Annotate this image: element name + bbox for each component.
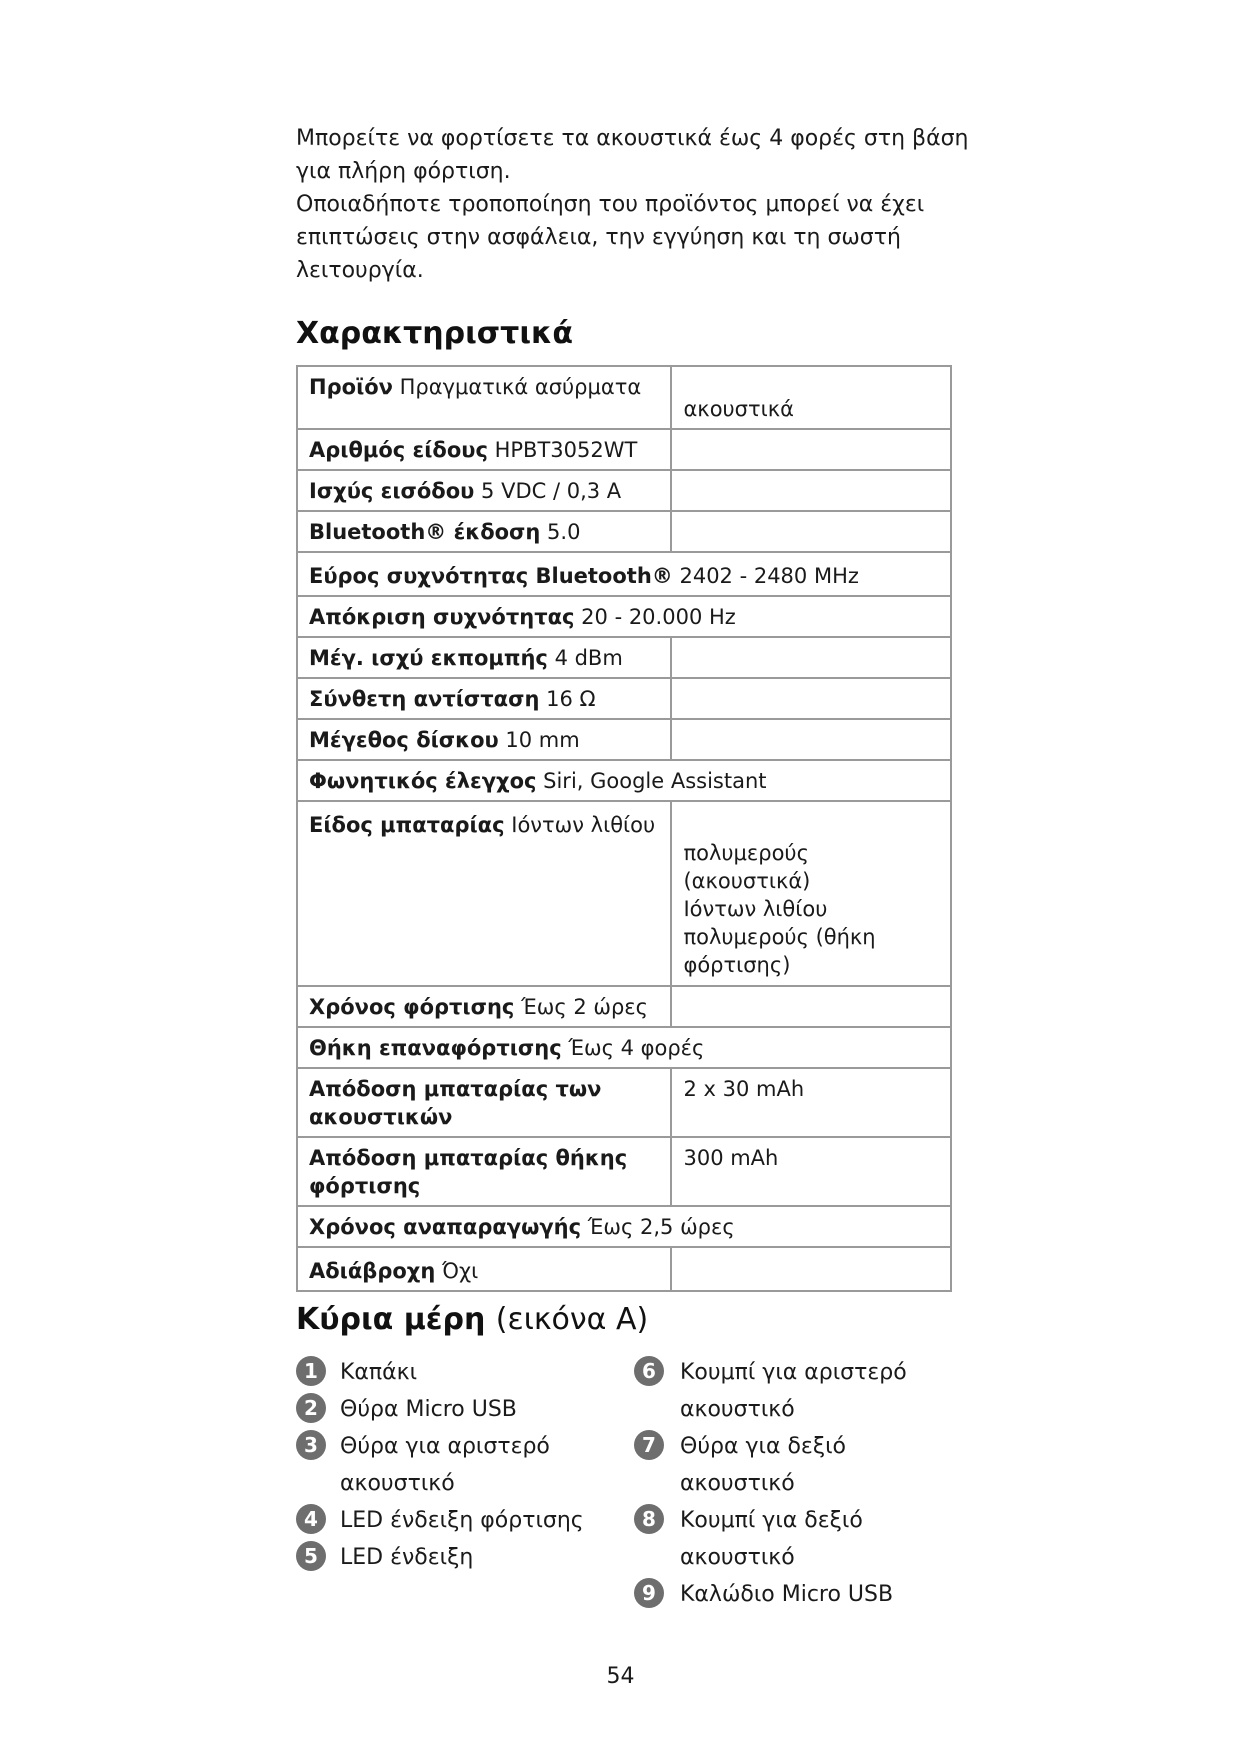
spec-label: Ισχύς εισόδου (309, 479, 475, 503)
parts-list-right (634, 1354, 964, 1613)
spec-value: Siri, Google Assistant (543, 769, 767, 793)
spec-label: Θήκη επαναφόρτισης (309, 1036, 562, 1060)
spec-label: Αριθμός είδους (309, 438, 488, 462)
spec-value: Έως 2,5 ώρες (587, 1215, 735, 1239)
main-parts-heading (296, 1302, 648, 1337)
spec-value-continued: πολυμερούς (θήκη (683, 925, 876, 949)
parts-list-left (296, 1354, 626, 1576)
part-label-continued: ακουστικό (680, 1545, 795, 1570)
part-number-badge: 4 (296, 1504, 326, 1534)
spec-row-bluetooth-version (297, 511, 951, 552)
spec-value: 10 mm (505, 728, 580, 752)
spec-value-continued: Ιόντων λιθίου (683, 897, 828, 921)
intro-text (296, 122, 976, 287)
spec-label: Απόκριση συχνότητας (309, 605, 575, 629)
spec-label: Σύνθετη αντίσταση (309, 687, 540, 711)
intro-paragraph-modification: Οποιαδήποτε τροποποίηση του προϊόντος μπορεί να έχει επιπτώσεις στην ασφάλεια, την εγγύηση και τη σωστή λειτουργία. (296, 192, 925, 283)
part-number-badge: 6 (634, 1356, 664, 1386)
spec-row-voice-control (297, 760, 951, 801)
part-label: Κουμπί για δεξιό (680, 1508, 863, 1533)
spec-row-bluetooth-range (297, 552, 951, 596)
spec-value: Ιόντων λιθίου (511, 813, 656, 837)
main-parts-heading-bold: Κύρια μέρη (296, 1302, 486, 1337)
specifications-heading: Χαρακτηριστικά (296, 316, 573, 351)
spec-value: 2402 - 2480 MHz (679, 564, 859, 588)
spec-label: Μέγεθος δίσκου (309, 728, 499, 752)
spec-row-product (297, 366, 951, 429)
spec-label: Είδος μπαταρίας (309, 813, 505, 837)
spec-value: 5 VDC / 0,3 A (481, 479, 622, 503)
spec-value: 4 dBm (554, 646, 623, 670)
part-item (634, 1502, 964, 1576)
spec-value: 5.0 (547, 520, 581, 544)
spec-row-driver-size (297, 719, 951, 760)
spec-value: 2 x 30 mAh (683, 1077, 805, 1101)
part-label-continued: ακουστικό (680, 1471, 795, 1496)
part-label: Κουμπί για αριστερό (680, 1360, 907, 1385)
spec-value-continued: φόρτισης) (683, 953, 791, 977)
part-label: Θύρα Micro USB (340, 1397, 517, 1422)
part-item (296, 1354, 626, 1391)
spec-row-waterproof (297, 1247, 951, 1291)
spec-row-case-battery (297, 1137, 951, 1206)
part-label: LED ένδειξη φόρτισης (340, 1508, 584, 1533)
part-number-badge: 5 (296, 1541, 326, 1571)
spec-value: HPBT3052WT (494, 438, 638, 462)
page-number: 54 (606, 1664, 635, 1689)
part-label: LED ένδειξη (340, 1545, 474, 1570)
spec-row-recharge-case (297, 1027, 951, 1068)
part-item (296, 1391, 626, 1428)
part-label: Καλώδιο Micro USB (680, 1582, 894, 1607)
spec-value: Πραγματικά ασύρματα (399, 375, 642, 399)
part-label-continued: ακουστικό (680, 1397, 795, 1422)
part-item (634, 1576, 964, 1613)
spec-value-continued: ακουστικά (683, 397, 794, 421)
spec-value: Έως 2 ώρες (521, 995, 648, 1019)
main-parts-heading-figure-ref: (εικόνα A) (495, 1302, 649, 1337)
spec-value: Όχι (441, 1259, 479, 1283)
part-number-badge: 2 (296, 1393, 326, 1423)
spec-label: Απόδοση μπαταρίας των ακουστικών (309, 1077, 602, 1129)
spec-row-max-power (297, 637, 951, 678)
part-number-badge: 3 (296, 1430, 326, 1460)
part-item (634, 1428, 964, 1502)
spec-label: Bluetooth® έκδοση (309, 520, 541, 544)
part-label: Θύρα για δεξιό (680, 1434, 846, 1459)
spec-label: Φωνητικός έλεγχος (309, 769, 537, 793)
part-number-badge: 8 (634, 1504, 664, 1534)
spec-label: Εύρος συχνότητας Bluetooth® (309, 564, 673, 588)
spec-row-input-power (297, 470, 951, 511)
part-item (296, 1502, 626, 1539)
part-item (296, 1428, 626, 1502)
part-label-continued: ακουστικό (340, 1471, 455, 1496)
spec-row-frequency-response (297, 596, 951, 637)
part-number-badge: 7 (634, 1430, 664, 1460)
spec-row-impedance (297, 678, 951, 719)
part-item (634, 1354, 964, 1428)
spec-label: Αδιάβροχη (309, 1259, 436, 1283)
part-number-badge: 9 (634, 1578, 664, 1608)
spec-label: Μέγ. ισχύ εκπομπής (309, 646, 548, 670)
spec-row-earbud-battery (297, 1068, 951, 1137)
spec-row-playback-time (297, 1206, 951, 1247)
spec-label: Χρόνος φόρτισης (309, 995, 515, 1019)
spec-label: Προϊόν (309, 375, 393, 399)
spec-value: 16 Ω (546, 687, 596, 711)
part-item (296, 1539, 626, 1576)
specifications-table (296, 365, 952, 1292)
spec-value: 20 - 20.000 Hz (581, 605, 736, 629)
part-label: Θύρα για αριστερό (340, 1434, 550, 1459)
part-label: Καπάκι (340, 1360, 418, 1385)
spec-row-charging-time (297, 986, 951, 1027)
spec-value-continued: πολυμερούς (ακουστικά) (683, 841, 811, 893)
spec-row-battery-type (297, 801, 951, 986)
part-number-badge: 1 (296, 1356, 326, 1386)
spec-value: Έως 4 φορές (568, 1036, 705, 1060)
spec-value: 300 mAh (683, 1146, 779, 1170)
spec-row-item-number (297, 429, 951, 470)
intro-paragraph-charging: Μπορείτε να φορτίσετε τα ακουστικά έως 4 φορές στη βάση για πλήρη φόρτιση. (296, 126, 969, 184)
spec-label: Χρόνος αναπαραγωγής (309, 1215, 582, 1239)
spec-label: Απόδοση μπαταρίας θήκης φόρτισης (309, 1146, 628, 1198)
